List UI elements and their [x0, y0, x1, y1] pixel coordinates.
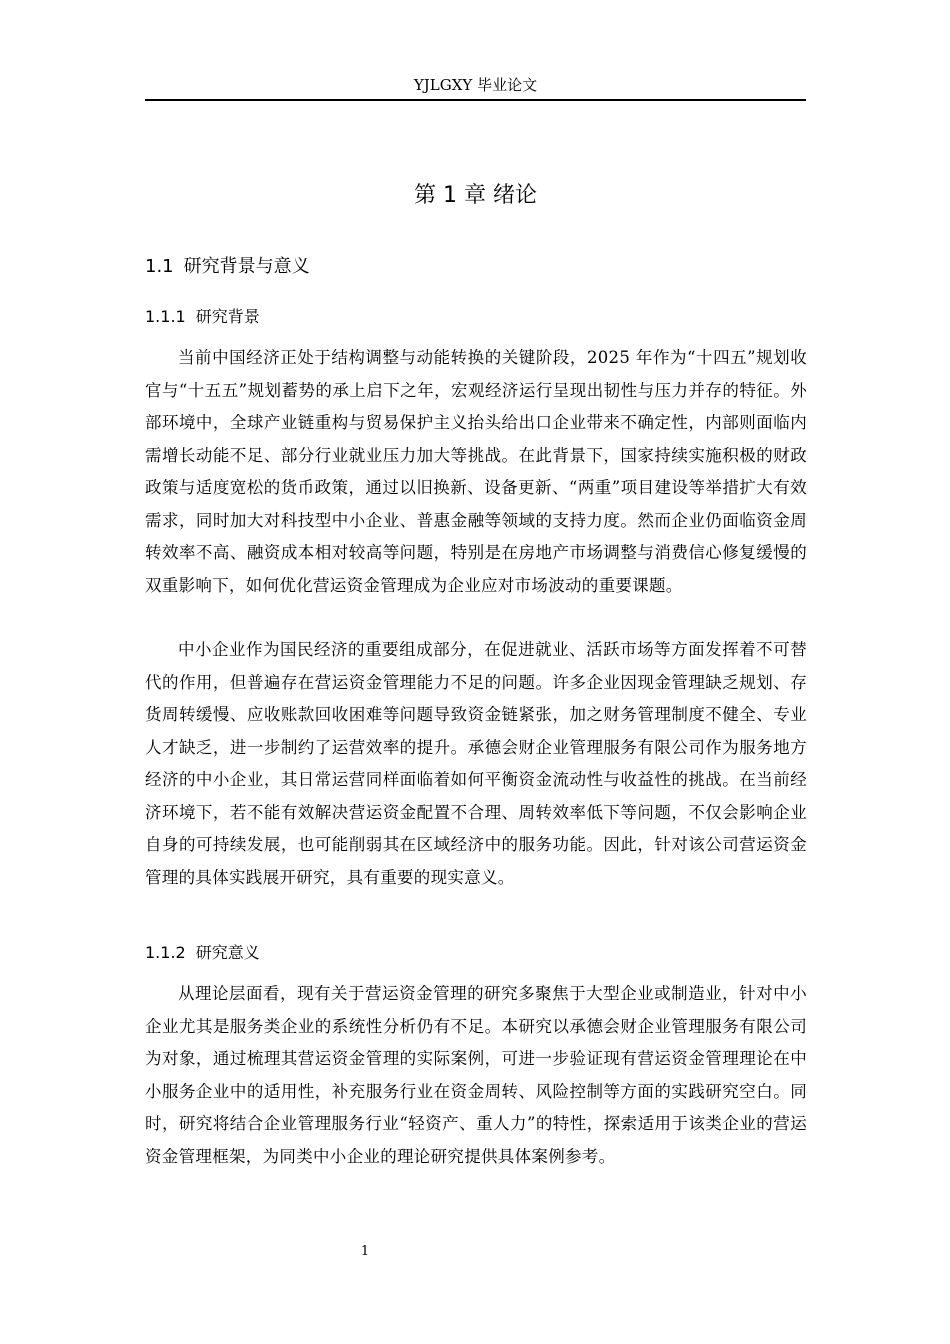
subsection-heading-1-1-2	[145, 940, 260, 966]
header-rule	[145, 99, 806, 101]
subsection-number: 1.1.2	[145, 943, 186, 962]
section-number: 1.1	[145, 256, 174, 277]
section-title: 研究背景与意义	[183, 256, 310, 277]
paragraph-background-2: 中小企业作为国民经济的重要组成部分，在促进就业、活跃市场等方面发挥着不可替代的作用，但普遍存在营运资金管理能力不足的问题。许多企业因现金管理缺乏规划、存货周转缓慢、应收账款回收困难等问题导致资金链紧张，加之财务管理制度不健全、专业人才缺乏，进一步制约了运营效率的提升。承德会财企业管理服务有限公司作为服务地方经济的中小企业，其日常运营同样面临着如何平衡资金流动性与收益性的挑战。在当前经济环境下，若不能有效解决营运资金配置不合理、周转效率低下等问题，不仅会影响企业自身的可持续发展，也可能削弱其在区域经济中的服务功能。因此，针对该公司营运资金管理的具体实践展开研究，具有重要的现实意义。	[145, 640, 807, 887]
chapter-title: 第 1 章 绪论	[414, 183, 537, 208]
paragraph-significance-1: 从理论层面看，现有关于营运资金管理的研究多聚焦于大型企业或制造业，针对中小企业尤其是服务类企业的系统性分析仍有不足。本研究以承德会财企业管理服务有限公司为对象，通过梳理其营运资金管理的实际案例，可进一步验证现有营运资金管理理论在中小服务企业中的适用性，补充服务行业在资金周转、风险控制等方面的实践研究空白。同时，研究将结合企业管理服务行业“轻资产、重人力”的特性，探索适用于该类企业的营运资金管理框架，为同类中小企业的理论研究提供具体案例参考。	[145, 984, 807, 1166]
page-number: 1	[360, 1244, 370, 1259]
subsection-title: 研究背景	[195, 307, 260, 326]
running-header: YJLGXY 毕业论文	[413, 76, 538, 94]
subsection-number: 1.1.1	[145, 307, 186, 326]
paragraph-background-1: 当前中国经济正处于结构调整与动能转换的关键阶段，2025 年作为“十四五”规划收官与“十五五”规划蓄势的承上启下之年，宏观经济运行呈现出韧性与压力并存的特征。外部环境中，全球产业链重构与贸易保护主义抬头给出口企业带来不确定性，内部则面临内需增长动能不足、部分行业就业压力加大等挑战。在此背景下，国家持续实施积极的财政政策与适度宽松的货币政策，通过以旧换新、设备更新、“两重”项目建设等举措扩大有效需求，同时加大对科技型中小企业、普惠金融等领域的支持力度。然而企业仍面临资金周转效率不高、融资成本相对较高等问题，特别是在房地产市场调整与消费信心修复缓慢的双重影响下，如何优化营运资金管理成为企业应对市场波动的重要课题。	[145, 348, 807, 595]
subsection-title: 研究意义	[195, 943, 260, 962]
section-heading-1-1	[145, 252, 310, 282]
subsection-heading-1-1-1	[145, 304, 260, 330]
